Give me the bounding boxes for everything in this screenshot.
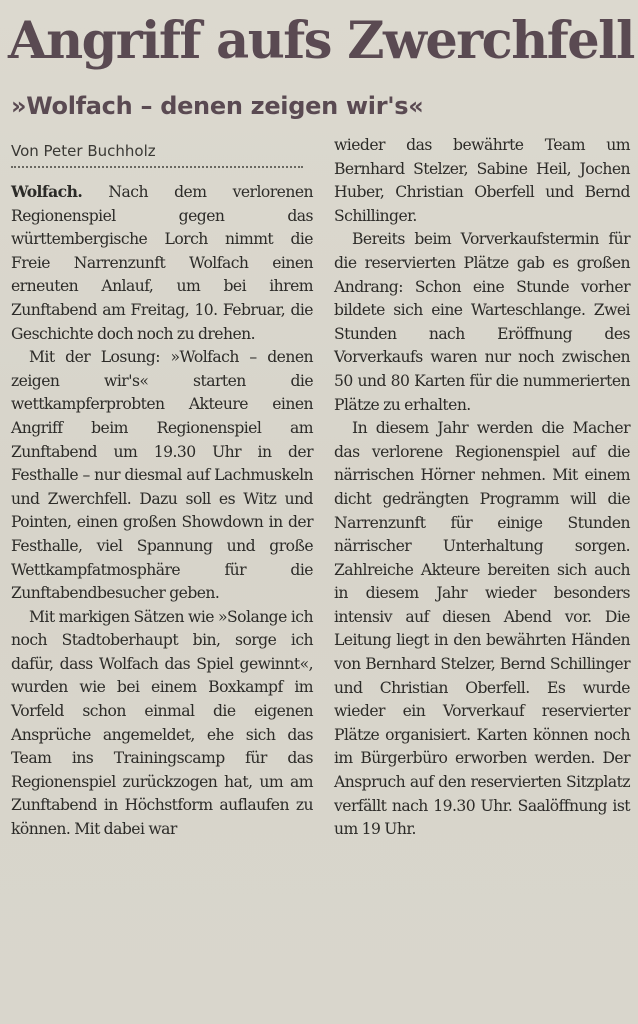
headline: Angriff aufs Zwerchfell (8, 11, 634, 71)
byline: Von Peter Buchholz (11, 142, 303, 168)
paragraph-4: Bereits beim Vorverkaufstermin für die reservierten Plätze gab es großen Andrang: Schon eine Stunde vorher bildete sich eine Warteschlange. Zwei Stunden nach Eröffnung des Vorverkaufs waren nur noch zwischen 50 und 80 Karten für die nummerierten Plätze zu erhalten. (334, 230, 630, 414)
column-right (334, 134, 630, 842)
paragraph-2: Mit der Losung: »Wolfach – denen zeigen wir's« starten die wettkampferprobten Akteure einen Angriff beim Regionenspiel am Zunftabend um 19.30 Uhr in der Festhalle – nur diesmal auf Lachmuskeln und Zwerchfell. Dazu soll es Witz und Pointen, einen großen Showdown in der Festhalle, viel Spannung und große Wettkampfatmosphäre für die Zunftabendbesucher geben. (11, 348, 313, 603)
dateline: Wolfach. (11, 182, 83, 201)
subheadline: »Wolfach – denen zeigen wir's« (11, 92, 424, 120)
paragraph-5: In diesem Jahr werden die Macher das verlorene Regionenspiel auf die närrischen Hörner nehmen. Mit einem dicht gedrängten Programm will die Narrenzunft für einige Stunden närrischer Unterhaltung sorgen. Zahlreiche Akteure bereiten sich auch in diesem Jahr wieder besonders intensiv auf diesen Abend vor. Die Leitung liegt in den bewährten Händen von Bernhard Stelzer, Bernd Schillinger und Christian Oberfell. Es wurde wieder ein Vorverkauf reservierter Plätze organisiert. Karten können noch im Bürgerbüro erworben werden. Der Anspruch auf den reservierten Sitzplatz verfällt nach 19.30 Uhr. Saalöffnung ist um 19 Uhr. (334, 419, 630, 839)
paragraph-1 (11, 180, 313, 346)
paragraph-3: Mit markigen Sätzen wie »Solange ich noch Stadtoberhaupt bin, sorge ich dafür, dass Wolfach das Spiel gewinnt«, wurden wie bei einem Boxkampf im Vorfeld schon einmal die eigenen Ansprüche angemeldet, ehe sich das Team ins Trainingscamp für das Regionenspiel zurückzogen hat, um am Zunftabend in Höchstform auflaufen zu können. Mit dabei war (11, 607, 313, 839)
paragraph-1-text: Nach dem verlorenen Regionenspiel gegen das württembergische Lorch nimmt die Freie Narrenzunft Wolfach einen erneuten Anlauf, um bei ihrem Zunftabend am Freitag, 10. Februar, die Geschichte doch noch zu drehen. (11, 183, 313, 343)
column-left (11, 180, 313, 842)
paragraph-3-continued: wieder das bewährte Team um Bernhard Stelzer, Sabine Heil, Jochen Huber, Christian Oberfell und Bernd Schillinger. (334, 136, 630, 225)
